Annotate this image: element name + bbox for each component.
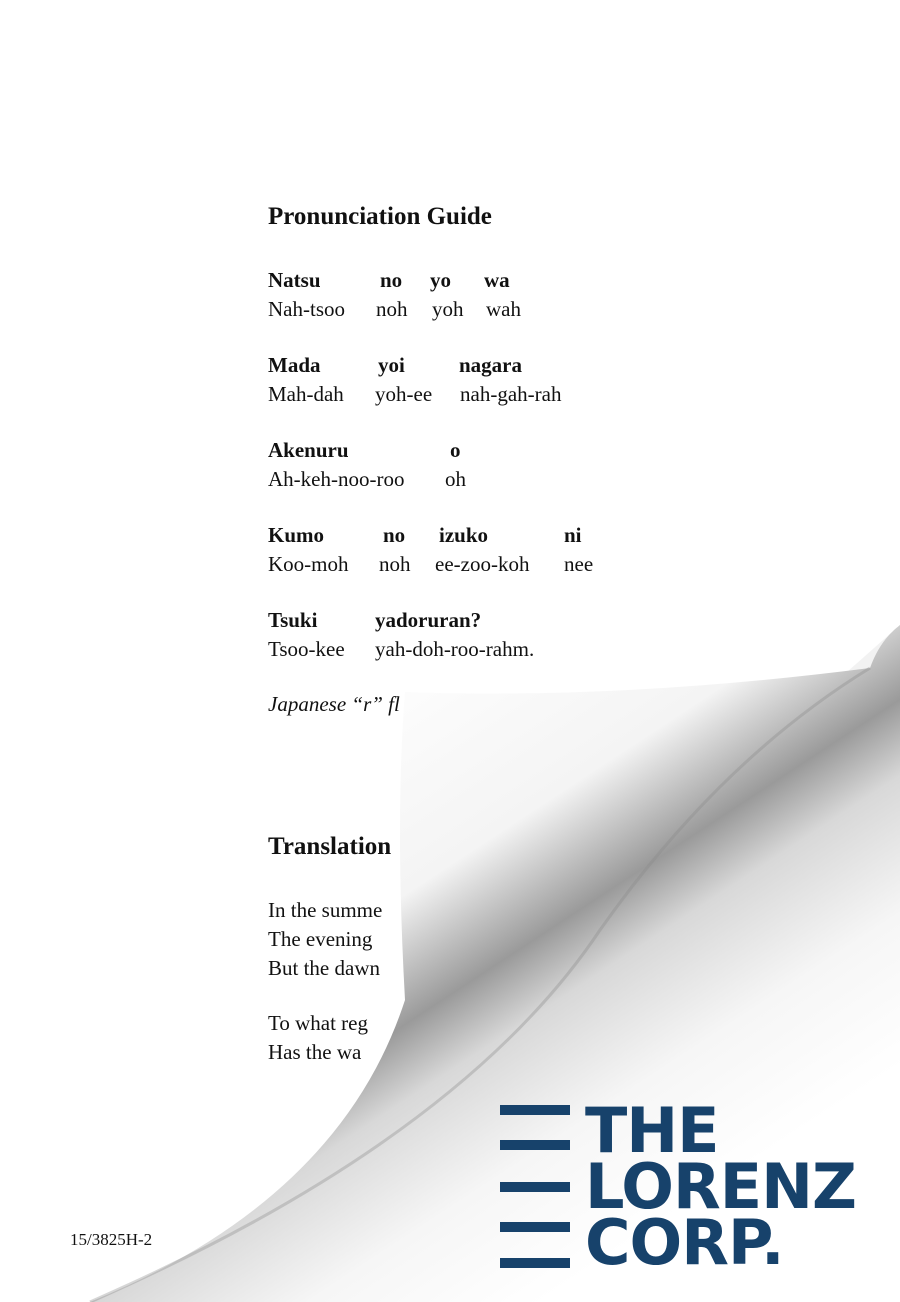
logo-bar: [500, 1140, 570, 1150]
lyric-word: Akenuru: [268, 438, 349, 462]
lorenz-logo: [500, 1094, 870, 1279]
logo-bar: [500, 1258, 570, 1268]
translation-heading: Translation: [268, 833, 392, 860]
lyric-word: Mada: [268, 353, 321, 377]
pronunciation-word: wah: [486, 297, 521, 321]
pronunciation-word: nee: [564, 552, 594, 576]
pronunciation-word: ee-zoo-koh: [435, 552, 530, 576]
pronunciation-word: nah-gah-rah: [460, 382, 562, 406]
lyric-word: Kumo: [268, 523, 325, 547]
logo-bar: [500, 1105, 570, 1115]
lyric-word: ni: [564, 523, 582, 547]
translation-line: In the summe: [268, 898, 383, 922]
lyric-word: nagara: [459, 353, 522, 377]
pronunciation-word: Nah-tsoo: [268, 297, 345, 321]
lyric-word: no: [383, 523, 406, 547]
pronunciation-note: Japanese “r” fl: [268, 692, 400, 716]
pronunciation-word: oh: [445, 467, 466, 491]
lyric-word: no: [380, 268, 403, 292]
lyric-word: wa: [484, 268, 510, 292]
translation-line: Has the wa: [268, 1040, 362, 1064]
logo-line-2: LORENZ: [585, 1150, 856, 1223]
lyric-word: o: [450, 438, 461, 462]
logo-bar: [500, 1222, 570, 1232]
logo-line-1: THE: [585, 1094, 719, 1167]
pronunciation-word: Koo-moh: [268, 552, 349, 576]
pronunciation-word: Mah-dah: [268, 382, 344, 406]
pronunciation-word: yoh: [432, 297, 464, 321]
lyric-word: yoi: [378, 353, 405, 377]
translation-line: To what reg: [268, 1011, 368, 1035]
translation-line: The evening: [268, 927, 373, 951]
lyric-word: izuko: [439, 523, 489, 547]
lyric-word: yo: [430, 268, 451, 292]
pronunciation-word: yoh-ee: [375, 382, 433, 406]
lyric-word: yadoruran?: [375, 608, 482, 632]
pronunciation-word: Ah-keh-noo-roo: [268, 467, 405, 491]
logo-line-3: CORP.: [585, 1206, 784, 1279]
pronunciation-word: yah-doh-roo-rahm.: [375, 637, 535, 661]
pronunciation-word: noh: [376, 297, 408, 321]
pronunciation-word: noh: [379, 552, 411, 576]
logo-bar: [500, 1182, 570, 1192]
catalog-number: 15/3825H-2: [70, 1230, 153, 1249]
pronunciation-word: Tsoo-kee: [268, 637, 345, 661]
lyric-word: Natsu: [268, 268, 321, 292]
translation-line: But the dawn: [268, 956, 380, 980]
pronunciation-guide-heading: Pronunciation Guide: [268, 203, 492, 230]
lyric-word: Tsuki: [268, 608, 318, 632]
